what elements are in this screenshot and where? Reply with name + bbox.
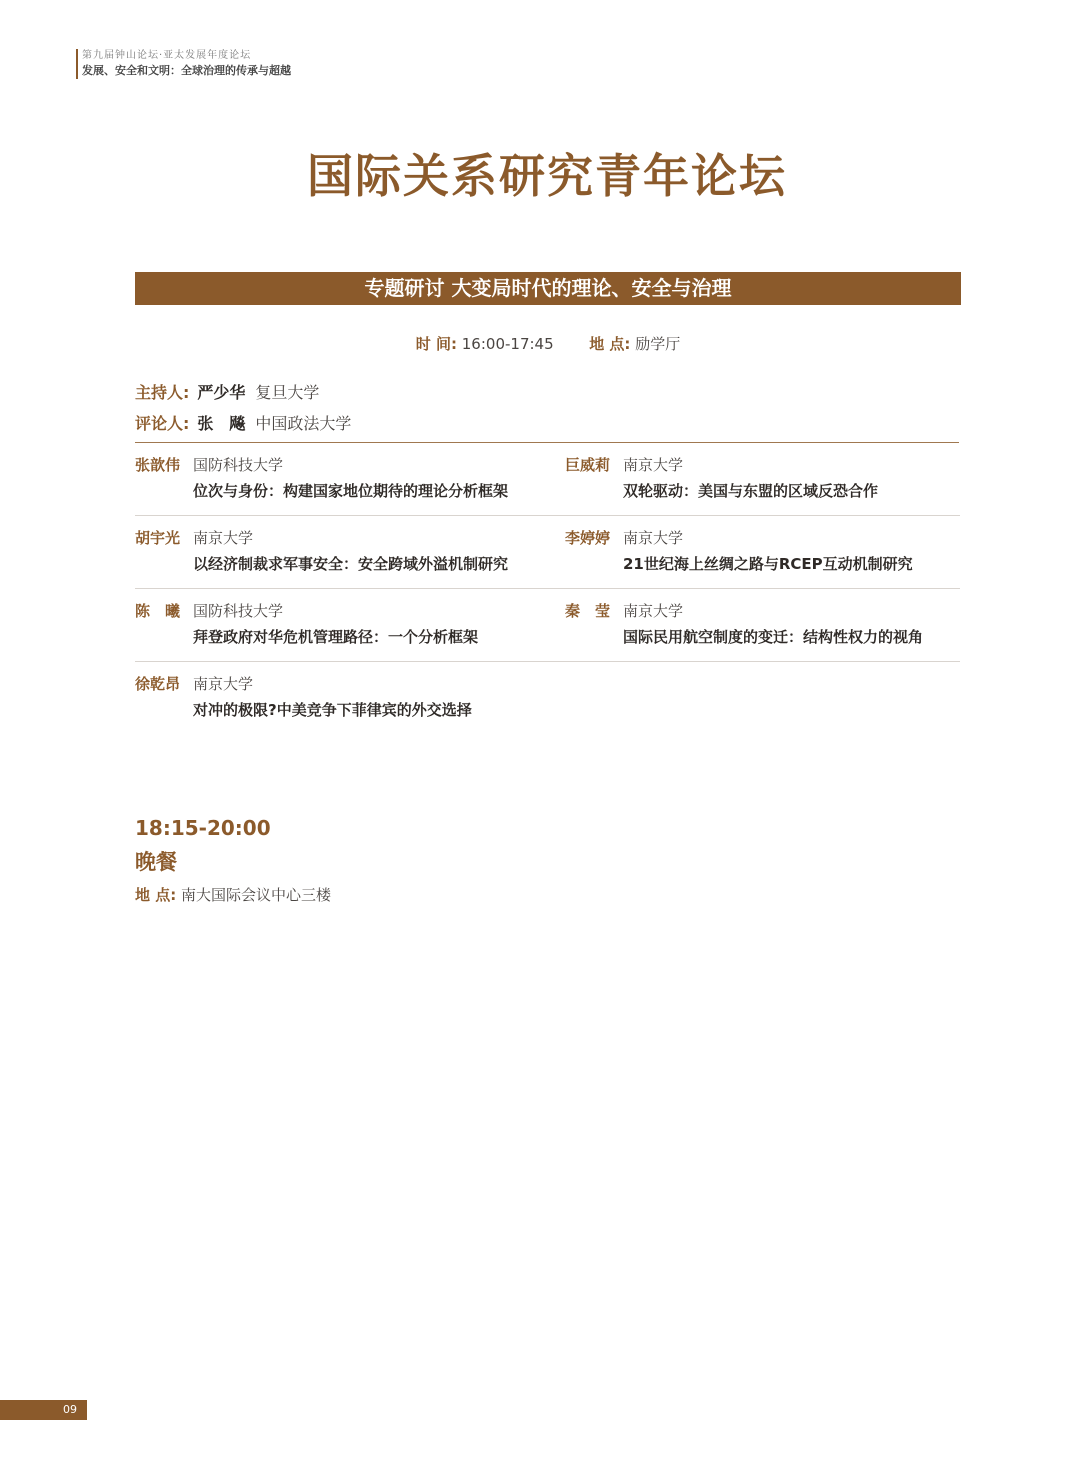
speaker-row — [135, 662, 960, 734]
dinner-title: 晚餐 — [135, 850, 177, 874]
place-label: 地 点: — [589, 335, 631, 353]
speaker-institution: 南京大学 — [623, 456, 684, 474]
page-number: 09 — [0, 1400, 87, 1420]
commentator-row — [135, 408, 351, 439]
speaker-topic: 双轮驱动：美国与东盟的区域反恐合作 — [623, 482, 879, 500]
dinner-place-label: 地 点: — [135, 886, 177, 904]
dinner-place-value: 南大国际会议中心三楼 — [181, 886, 332, 904]
dinner-time: 18:15-20:00 — [135, 816, 271, 840]
speaker-entry — [135, 599, 478, 650]
commentator-label: 评论人: — [135, 414, 190, 433]
host-label: 主持人: — [135, 383, 190, 402]
speaker-topic: 国际民用航空制度的变迁：结构性权力的视角 — [623, 628, 924, 646]
page-title: 国际关系研究青年论坛 — [307, 149, 787, 203]
running-header-forum: 第九届钟山论坛·亚太发展年度论坛 — [82, 50, 252, 61]
host-row — [135, 377, 351, 408]
speaker-entry — [565, 453, 878, 504]
session-banner: 专题研讨 大变局时代的理论、安全与治理 — [135, 272, 961, 305]
speaker-name: 陈 曦 — [135, 602, 181, 620]
speaker-row — [135, 443, 960, 516]
speaker-institution: 南京大学 — [193, 529, 254, 547]
commentator-name: 张 飚 — [197, 414, 246, 433]
running-header — [76, 49, 291, 79]
speaker-topic: 拜登政府对华危机管理路径：一个分析框架 — [193, 628, 479, 646]
speaker-entry — [135, 526, 508, 577]
speaker-row — [135, 589, 960, 662]
speaker-row — [135, 516, 960, 589]
roles — [135, 377, 351, 439]
speaker-institution: 南京大学 — [623, 529, 684, 547]
time-value: 16:00-17:45 — [461, 335, 554, 353]
speaker-name: 徐乾昂 — [135, 675, 181, 693]
speaker-name: 李婷婷 — [565, 529, 611, 547]
host-name: 严少华 — [197, 383, 246, 402]
running-header-theme: 发展、安全和文明：全球治理的传承与超越 — [82, 64, 291, 77]
speaker-name: 巨威莉 — [565, 456, 611, 474]
time-label: 时 间: — [415, 335, 457, 353]
speaker-institution: 南京大学 — [623, 602, 684, 620]
speaker-topic: 21世纪海上丝绸之路与RCEP互动机制研究 — [623, 555, 913, 573]
speaker-name: 张歆伟 — [135, 456, 181, 474]
speaker-grid — [135, 443, 960, 734]
dinner-section — [135, 813, 331, 909]
speaker-institution: 南京大学 — [193, 675, 254, 693]
speaker-institution: 国防科技大学 — [193, 456, 284, 474]
speaker-entry — [135, 672, 472, 723]
speaker-name: 秦 莹 — [565, 602, 611, 620]
speaker-name: 胡宇光 — [135, 529, 181, 547]
session-meta — [0, 332, 1080, 356]
host-institution: 复旦大学 — [255, 383, 320, 402]
speaker-entry — [565, 526, 913, 577]
dinner-location — [135, 881, 331, 909]
speaker-topic: 位次与身份：构建国家地位期待的理论分析框架 — [193, 482, 509, 500]
speaker-topic: 以经济制裁求军事安全：安全跨域外溢机制研究 — [193, 555, 509, 573]
speaker-entry — [565, 599, 923, 650]
speaker-entry — [135, 453, 508, 504]
speaker-topic: 对冲的极限?中美竞争下菲律宾的外交选择 — [193, 701, 472, 719]
commentator-institution: 中国政法大学 — [255, 414, 352, 433]
speaker-institution: 国防科技大学 — [193, 602, 284, 620]
place-value: 励学厅 — [635, 335, 681, 353]
